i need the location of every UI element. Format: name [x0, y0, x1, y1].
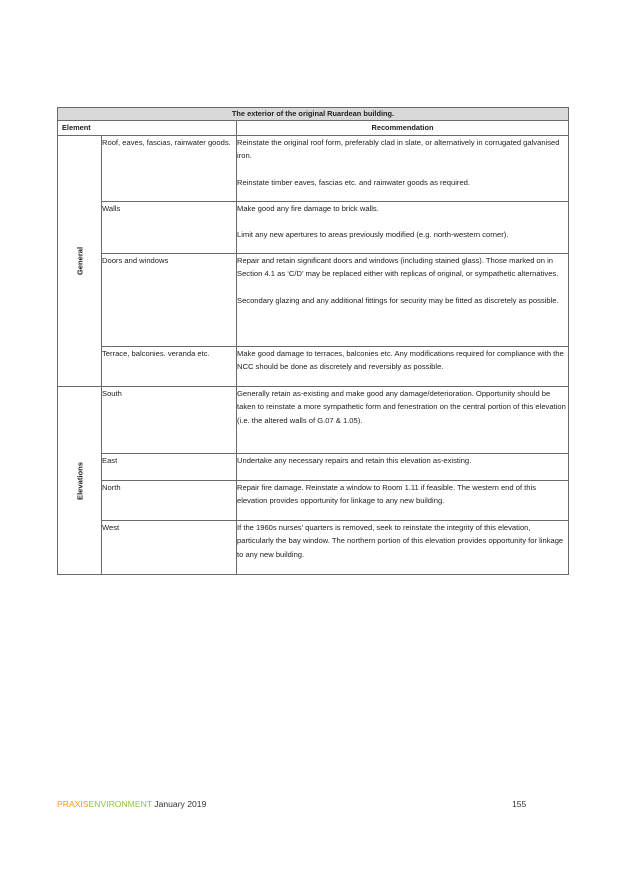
recommendation-cell [237, 387, 569, 454]
recommendation-header: Recommendation [237, 121, 569, 136]
recommendation-text: Reinstate the original roof form, preferably clad in slate, or alternatively in corrugated galvanised iron. [237, 138, 560, 161]
footer [57, 799, 206, 809]
element-cell: Walls [102, 202, 237, 254]
table-title: The exterior of the original Ruardean building. [58, 108, 569, 121]
recommendation-text: Undertake any necessary repairs and retain this elevation as-existing. [237, 456, 472, 465]
recommendation-cell [237, 454, 569, 481]
recommendation-text: Repair fire damage. Reinstate a window to Room 1.11 if feasible. The western end of this elevation provides opportunity for linkage to any new building. [237, 483, 536, 506]
table-row [58, 387, 569, 454]
group-general [58, 136, 102, 387]
recommendation-text: Generally retain as-existing and make good any damage/deterioration. Opportunity should be taken to reinstate a more sympathetic form and fenestration on the central portion of this elevation (i.e. the altered walls of G.07 & 1.05). [237, 389, 566, 425]
table-row [58, 202, 569, 254]
element-cell: Roof, eaves, fascias, rainwater goods. [102, 136, 237, 202]
recommendation-text: Make good any fire damage to brick walls. [237, 204, 379, 213]
recommendation-text: Repair and retain significant doors and windows (including stained glass). Those marked on in Section 4.1 as ‘C/D’ may be replaced either with replicas of original, or sympathetic alternatives. [237, 256, 559, 279]
footer-date: January 2019 [154, 799, 207, 809]
page-number: 155 [512, 799, 527, 809]
group-elevations [58, 387, 102, 575]
recommendation-text: Secondary glazing and any additional fittings for security may be fitted as discretely as possible. [237, 295, 559, 305]
recommendations-table [57, 107, 569, 575]
element-cell: East [102, 454, 237, 481]
table-row [58, 481, 569, 521]
element-cell: Doors and windows [102, 254, 237, 347]
recommendation-cell [237, 481, 569, 521]
element-cell: Terrace, balconies. veranda etc. [102, 347, 237, 387]
recommendation-text: Make good damage to terraces, balconies etc. Any modifications required for compliance with the NCC should be done as discretely and reversibly as possible. [237, 349, 564, 372]
group-label-elevations: Elevations [74, 461, 84, 500]
recommendation-cell [237, 202, 569, 254]
recommendation-text: If the 1960s nurses’ quarters is removed, seek to reinstate the integrity of this elevation, particularly the bay window. The northern portion of this elevation provides opportunity for linkage to any new building. [237, 523, 564, 559]
table-row [58, 347, 569, 387]
element-cell: West [102, 521, 237, 575]
brand-environment: ENVIRONMENT [88, 799, 152, 809]
element-cell: South [102, 387, 237, 454]
element-cell: North [102, 481, 237, 521]
recommendation-cell [237, 254, 569, 347]
element-header: Element [58, 121, 237, 136]
group-label-general: General [74, 246, 84, 276]
recommendation-text: Limit any new apertures to areas previously modified (e.g. north-western corner). [237, 230, 509, 240]
recommendation-cell [237, 136, 569, 202]
recommendation-cell [237, 347, 569, 387]
recommendation-text: Reinstate timber eaves, fascias etc. and rainwater goods as required. [237, 177, 470, 187]
table-row [58, 136, 569, 202]
table-row [58, 254, 569, 347]
brand-praxis: PRAXIS [57, 799, 89, 809]
table-row [58, 521, 569, 575]
recommendation-cell [237, 521, 569, 575]
table-row [58, 454, 569, 481]
